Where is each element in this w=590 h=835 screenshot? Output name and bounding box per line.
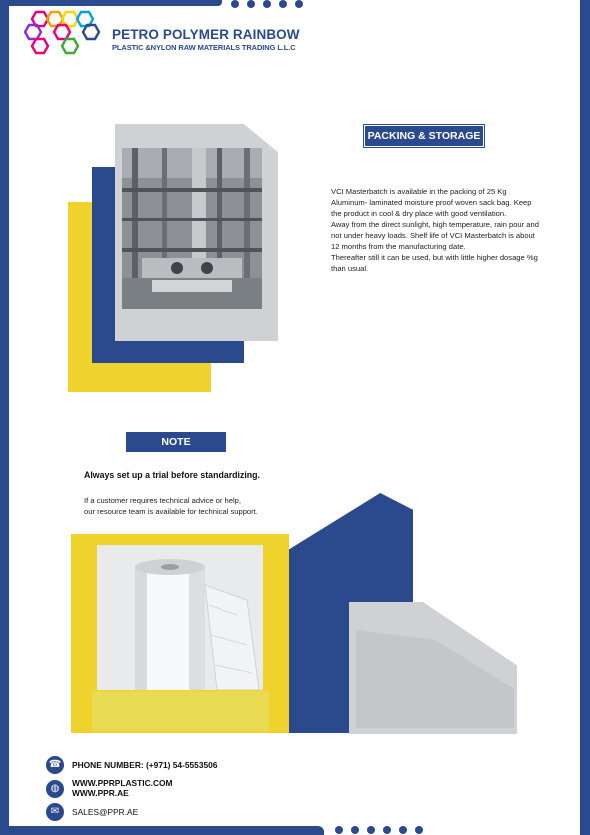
packing-storage-text	[331, 186, 541, 274]
packing-storage-heading: PACKING & STORAGE	[364, 125, 484, 147]
bottom-accent-bar	[0, 826, 324, 835]
note-emphasis: Always set up a trial before standardizing.	[84, 470, 260, 480]
packing-paragraph: Away from the direct sunlight, high temperature, rain pour and not under heavy loads. Shelf life of VCI Masterbatch is about 12 months from the manufacturing date.	[331, 220, 539, 251]
left-border-bar	[0, 0, 9, 835]
note-heading: NOTE	[126, 432, 226, 452]
note-text	[84, 495, 304, 517]
globe-icon: ◍	[46, 780, 64, 798]
brand-block	[112, 27, 300, 52]
hexagon-logo-icon	[20, 8, 106, 58]
top-dots	[231, 0, 303, 8]
note-line: If a customer requires technical advice or help,	[84, 496, 242, 505]
photo-caption-strip	[92, 691, 269, 731]
phone-number[interactable]: PHONE NUMBER: (+971) 54-5553506	[72, 760, 218, 770]
mail-icon: ✉	[46, 803, 64, 821]
gray-block-bottom-inner	[356, 630, 514, 728]
top-accent-bar	[0, 0, 222, 6]
factory-photo	[122, 148, 262, 309]
packing-paragraph: Thereafter still it can be used, but with little higher dosage %g than usual.	[331, 253, 538, 273]
right-border-bar	[580, 0, 590, 835]
packing-paragraph: VCI Masterbatch is available in the packing of 25 Kg Aluminum- laminated moisture proof woven sack bag. Keep the product in cool & dry place with good ventilation.	[331, 187, 532, 218]
brand-name: PETRO POLYMER RAINBOW	[112, 27, 300, 42]
brand-subtitle: PLASTIC &NYLON RAW MATERIALS TRADING L.L.C	[112, 43, 296, 52]
website-link-secondary[interactable]: WWW.PPR.AE	[72, 788, 129, 798]
film-roll-photo	[97, 545, 263, 690]
phone-icon: ☎	[46, 756, 64, 774]
bottom-dots	[335, 826, 423, 834]
note-line: our resource team is available for technical support.	[84, 507, 258, 516]
email-link[interactable]: SALES@PPR.AE	[72, 807, 139, 817]
website-link-primary[interactable]: WWW.PPRPLASTIC.COM	[72, 778, 173, 788]
